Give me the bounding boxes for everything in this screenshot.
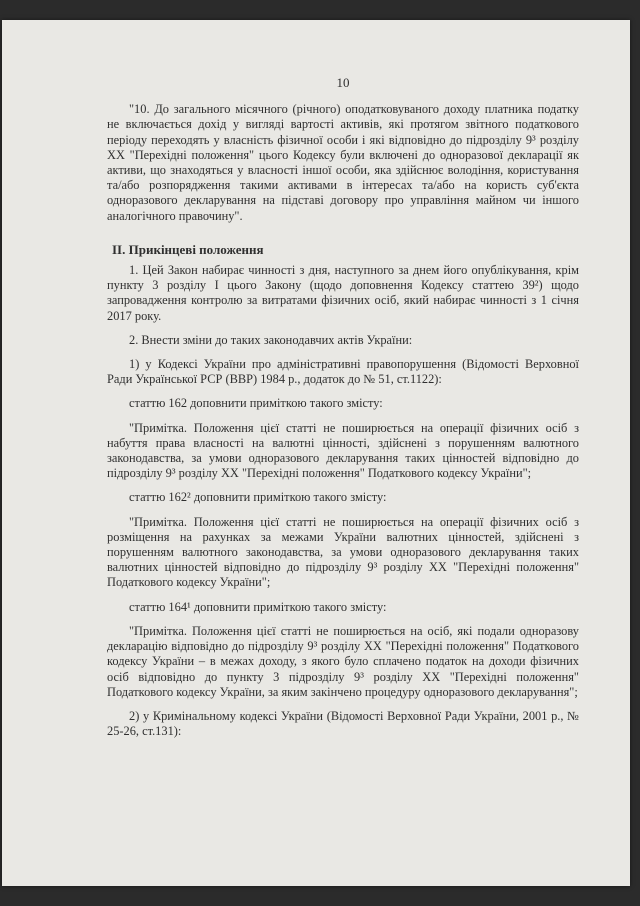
paragraph-10: "10. До загального місячного (річного) оподатковуваного доходу платника податку не включається дохід у вигляді вартості активів, які протягом звітного податкового періоду переходять у власність фізичної особи і які відповідно до підрозділу 9³ розділу XX "Перехідні положення" цього Кодексу були включені до одноразової декларації як активи, що знаходяться у власності іншої особи, яка здійснює володіння, користування та/або розпорядження такими активами в інтересах та/або на користь суб'єкта одноразового декларування на підставі договору про управління майном чи іншого аналогічного правочину". [107,102,579,223]
section-heading: II. Прикінцеві положення [112,241,264,257]
article-162-2-intro: статтю 162² доповнити приміткою такого змісту: [129,490,387,505]
article-164-1-note: "Примітка. Положення цієї статті не поширюється на осіб, які подали одноразову декларацію відповідно до підрозділу 9³ розділу XX "Перехідні положення" Податкового кодексу України – в межах доходу, з якого було сплачено податок на доходи фізичних осіб відповідно до пункту 3 підрозділу 9³ розділу XX "Перехідні положення" Податкового кодексу України, за яким закінчено процедуру одноразового декларування"; [107,623,579,699]
article-162-intro: статтю 162 доповнити приміткою такого змісту: [129,396,383,411]
document-page [2,20,630,886]
subitem-1: 1) у Кодексі України про адміністративні правопорушення (Відомості Верховної Ради Української РСР (ВВР) 1984 р., додаток до № 51, ст.1122): [107,357,579,387]
article-162-2-note: "Примітка. Положення цієї статті не поширюється на операції фізичних осіб з розміщення на рахунках за межами України валютних цінностей, здійснені з порушенням валютного законодавства, за умови одноразового декларування таких валютних цінностей відповідно до підрозділу 9³ розділу XX "Перехідні положення" Податкового кодексу України"; [107,514,579,590]
item-1: 1. Цей Закон набирає чинності з дня, наступного за днем його опублікування, крім пункту 3 розділу I цього Закону (щодо доповнення Кодексу статтею 39²) щодо запровадження контролю за витратами фізичних осіб, який набирає чинності з 1 січня 2017 року. [107,263,579,323]
item-2: 2. Внести зміни до таких законодавчих актів України: [129,332,413,347]
page-number: 10 [336,75,350,90]
page-text [107,75,579,748]
article-164-1-intro: статтю 164¹ доповнити приміткою такого змісту: [129,599,387,614]
article-162-note: "Примітка. Положення цієї статті не поширюється на операції фізичних осіб з набуття права власності на валютні цінності, здійснені з порушенням валютного законодавства, за умови одноразового декларування таких цінностей відповідно до підрозділу 9³ розділу XX "Перехідні положення" Податкового кодексу України"; [107,420,579,481]
subitem-2: 2) у Кримінальному кодексі України (Відомості Верховної Ради України, 2001 р., № 25-26, ст.131): [107,708,579,739]
